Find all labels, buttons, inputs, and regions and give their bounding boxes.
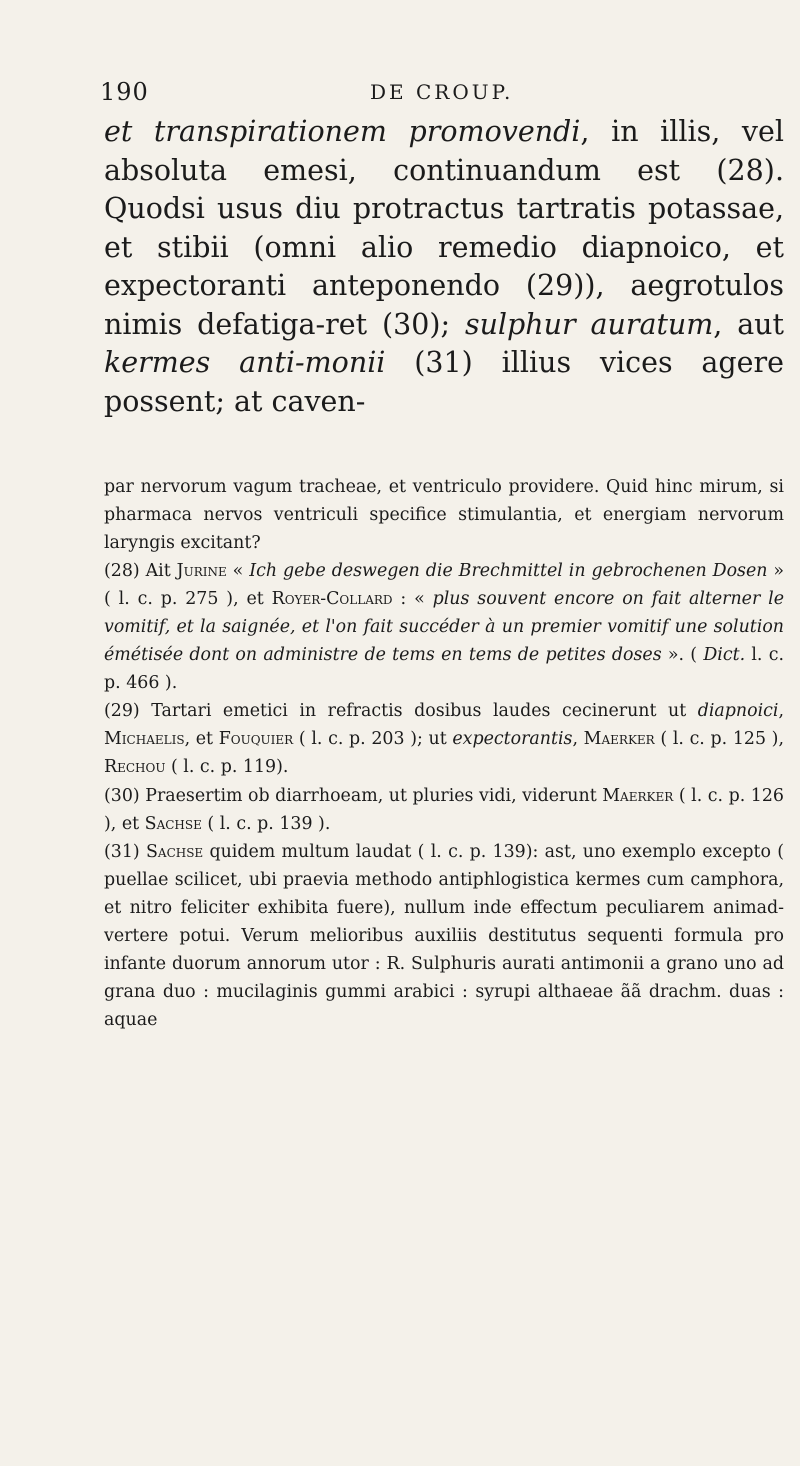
- italic-phrase: sulphur auratum: [464, 307, 714, 341]
- footnote-ref-30: (30): [381, 307, 441, 341]
- author-name: Jurine: [176, 561, 227, 582]
- italic-phrase: kermes anti-monii: [104, 346, 386, 379]
- footnote-number: (29): [104, 701, 140, 722]
- author-name: Sachse: [144, 813, 202, 834]
- footnote-ref-31: (31): [414, 346, 473, 379]
- term: diapnoici: [697, 701, 779, 722]
- author-name: Sachse: [145, 841, 204, 862]
- page-number: 190: [100, 78, 149, 106]
- footnote-30: (30) Praesertim ob diarrhoeam, ut pluries vidi, viderunt Maerker ( l. c. p. 126 ), et Sachse ( l. c. p. 139 ).: [104, 785, 785, 834]
- author-name: Royer-Collard: [271, 589, 393, 610]
- quotation: plus souvent encore on fait alterner le vomitif, et la saignée, et l'on fait succéder à un premier vomitif une solution émétisée dont on administre de tems en tems de petites doses: [104, 589, 784, 666]
- author-name: Rechou: [104, 757, 166, 778]
- italic-phrase: et transpirationem promovendi: [104, 115, 581, 148]
- term: expectorantis: [452, 729, 573, 750]
- quotation: Ich gebe deswegen die Brechmittel in gebrochenen Dosen: [249, 561, 768, 582]
- footnotes: [104, 473, 784, 1034]
- footnote-31: (31) Sachse quidem multum laudat ( l. c. p. 139): ast, uno exemplo excepto ( puellae scilicet, ubi praevia methodo antiphlogistica kermes cum camphora, et nitro feliciter exhibita fuere), nullum inde effectum peculiarem animad-vertere potui. Verum melioribus auxiliis destitutus sequenti formula pro infante duorum annorum utor : R. Sulphuris aurati antimonii a grano uno ad grana duo : mucilaginis gummi arabici : syrupi althaeae ãã drachm. duas : aquae: [104, 841, 784, 1030]
- footnote-number: (30): [104, 785, 140, 806]
- author-name: Maerker: [583, 729, 655, 750]
- footnote-29: (29) Tartari emetici in refractis dosibus laudes cecinerunt ut diapnoici, Michaelis, et Fouquier ( l. c. p. 203 ); ut expectorantis, Maerker ( l. c. p. 125 ), Rechou ( l. c. p. 119).: [104, 701, 784, 778]
- footnote-number: (28): [104, 561, 140, 582]
- author-name: Maerker: [602, 785, 674, 806]
- author-name: Fouquier: [218, 729, 294, 750]
- footnote-28: (28) Ait Jurine « Ich gebe deswegen die Brechmittel in gebrochenen Dosen » ( l. c. p. 275 ), et Royer-Collard : « plus souvent encore on fait alterner le vomitif, et la saignée, et l'on fait succéder à un premier vomitif une solution émétisée dont on administre de tems en tems de petites doses ». ( Dict. l. c. p. 466 ).: [104, 561, 785, 694]
- main-text: [104, 113, 784, 421]
- running-head: DE CROUP.: [370, 80, 514, 104]
- main-paragraph: et transpirationem promovendi, in illis, vel absoluta emesi, continuandum est (28). Quodsi usus diu protractus tartratis potassae, et stibii (omni alio remedio diapnoico, et expectoranti anteponendo (29)), aegrotulos nimis defatiga-ret (30); sulphur auratum, aut kermes anti-monii (31) illius vices agere possent; at caven-: [104, 115, 785, 418]
- footnote-ref-29: (29): [525, 269, 585, 302]
- citation: Dict.: [703, 645, 746, 666]
- page-header: [100, 78, 780, 114]
- author-name: Michaelis: [104, 729, 185, 750]
- footnote-number: (31): [104, 841, 140, 862]
- footnote-ref-28: (28): [716, 153, 775, 187]
- footnote-continuation: par nervorum vagum tracheae, et ventriculo providere. Quid hinc mirum, si pharmaca nervos ventriculi specifice stimulantia, et energiam nervorum laryngis excitant?: [104, 477, 784, 554]
